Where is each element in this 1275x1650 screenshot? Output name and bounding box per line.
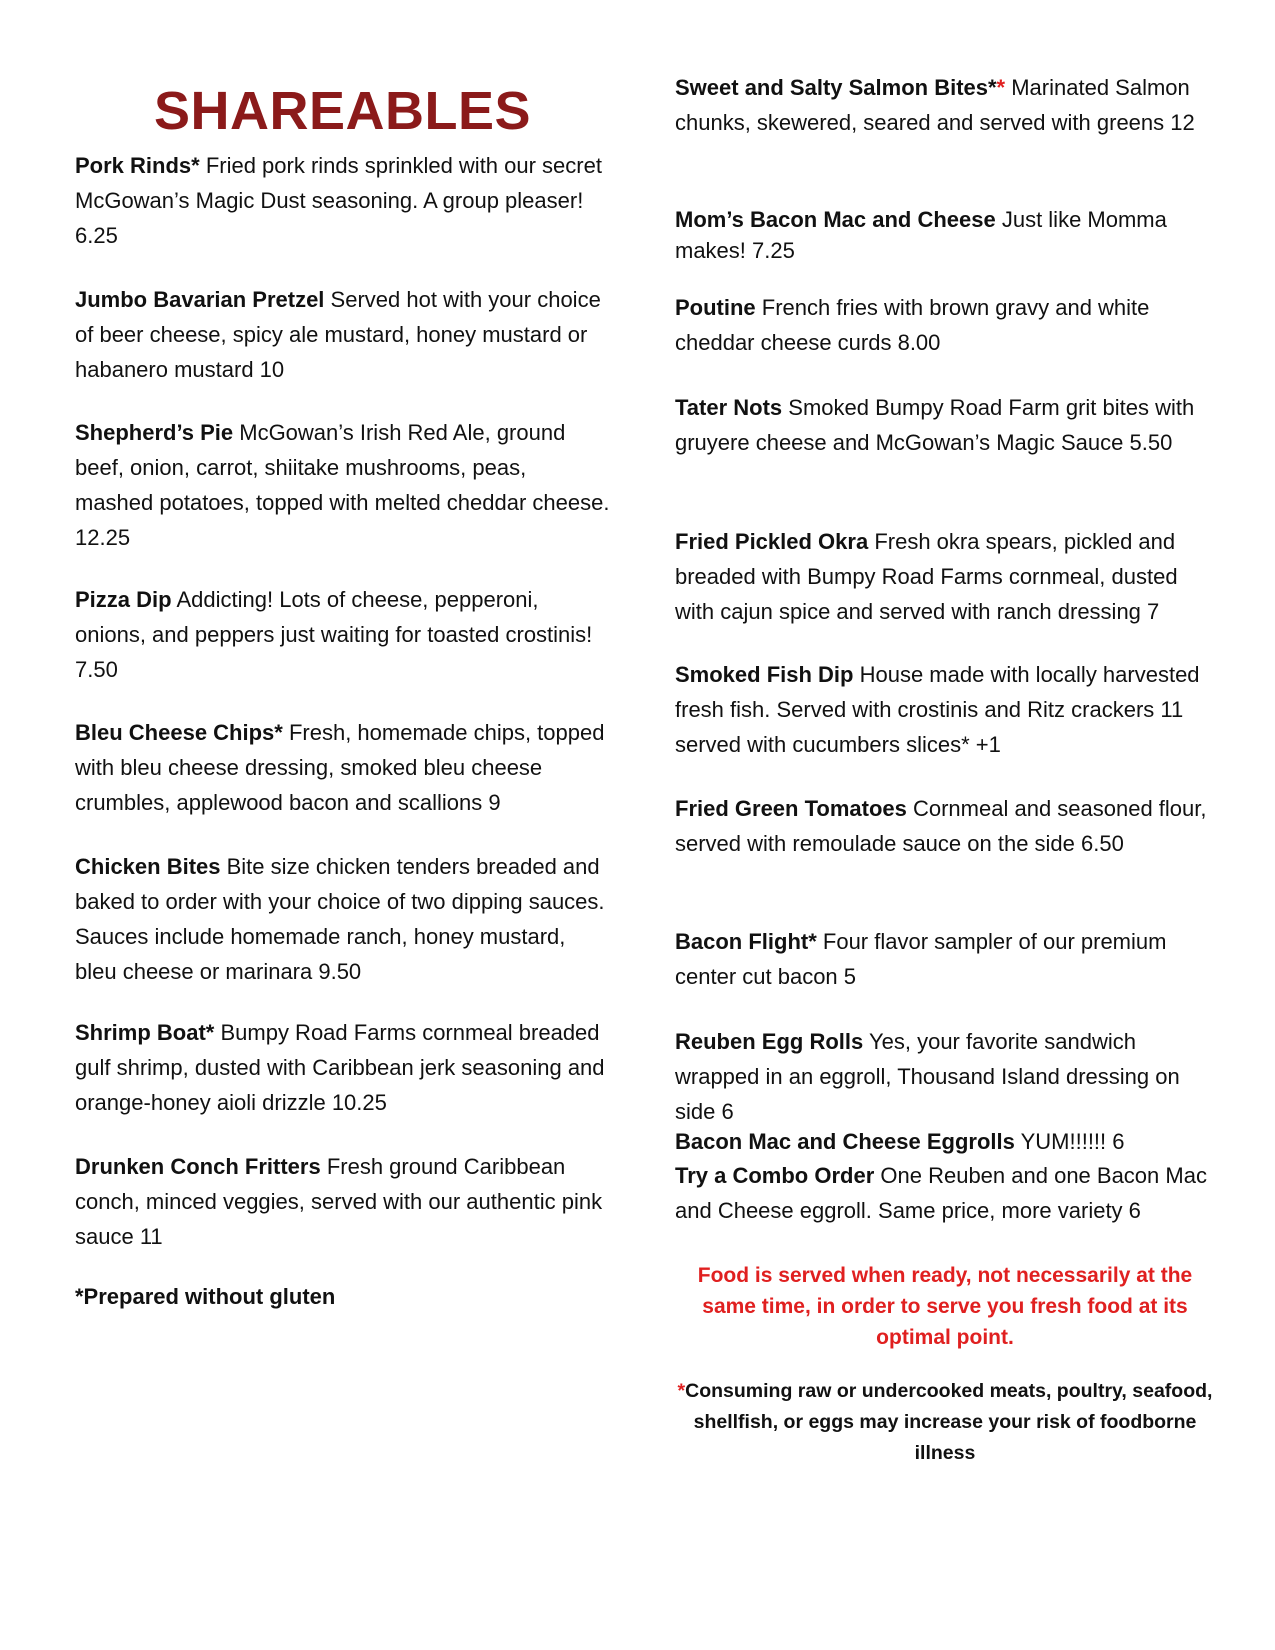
menu-item-bacon-mac: Mom’s Bacon Mac and Cheese Just like Momma makes! 7.25 — [675, 207, 1167, 263]
menu-item-bavarian-pretzel: Jumbo Bavarian Pretzel Served hot with your choice of beer cheese, spicy ale mustard, honey mustard or habanero mustard 10 — [75, 287, 601, 382]
gluten-free-note: *Prepared without gluten — [75, 1284, 336, 1309]
menu-item-pork-rinds: Pork Rinds* Fried pork rinds sprinkled with our secret McGowan’s Magic Dust seasoning. A group pleaser! 6.25 — [75, 153, 602, 248]
menu-item-poutine: Poutine French fries with brown gravy and white cheddar cheese curds 8.00 — [675, 295, 1150, 355]
menu-item-chicken-bites: Chicken Bites Bite size chicken tenders breaded and baked to order with your choice of two dipping sauces. Sauces include homemade ranch, honey mustard, bleu cheese or marinara 9.50 — [75, 854, 605, 984]
menu-item-tater-nots: Tater Nots Smoked Bumpy Road Farm grit bites with gruyere cheese and McGowan’s Magic Sauce 5.50 — [675, 395, 1195, 455]
menu-item-reuben-egg-rolls: Reuben Egg Rolls Yes, your favorite sandwich wrapped in an eggroll, Thousand Island dressing on side 6 — [675, 1029, 1180, 1124]
salmon-red-asterisk: * — [996, 75, 1006, 100]
page-title: SHAREABLES — [153, 81, 532, 141]
menu-item-pickled-okra: Fried Pickled Okra Fresh okra spears, pickled and breaded with Bumpy Road Farms cornmeal, dusted with cajun spice and served with ranch dressing 7 — [675, 529, 1178, 624]
menu-item-conch-fritters: Drunken Conch Fritters Fresh ground Caribbean conch, minced veggies, served with our authentic pink sauce 11 — [75, 1154, 603, 1249]
menu-item-fried-green-tomatoes: Fried Green Tomatoes Cornmeal and seasoned flour, served with remoulade sauce on the side 6.50 — [675, 796, 1207, 856]
menu-item-shepherds-pie: Shepherd’s Pie McGowan’s Irish Red Ale, ground beef, onion, carrot, shiitake mushrooms, peas, mashed potatoes, topped with melted cheddar cheese. 12.25 — [75, 420, 610, 550]
menu-item-bacon-flight: Bacon Flight* Four flavor sampler of our premium center cut bacon 5 — [675, 929, 1167, 989]
served-when-ready-note: Food is served when ready, not necessarily at the same time, in order to serve you fresh food at its optimal point. — [697, 1264, 1193, 1349]
menu-item-pizza-dip: Pizza Dip Addicting! Lots of cheese, pepperoni, onions, and peppers just waiting for toasted crostinis! 7.50 — [75, 587, 593, 682]
menu-item-salmon-bites: Sweet and Salty Salmon Bites** Marinated Salmon chunks, skewered, seared and served with greens 12 — [675, 75, 1195, 135]
raw-food-warning: *Consuming raw or undercooked meats, poultry, seafood, shellfish, or eggs may increase your risk of foodborne illness — [677, 1380, 1213, 1464]
warning-red-asterisk: * — [677, 1380, 686, 1402]
menu-item-smoked-fish-dip: Smoked Fish Dip House made with locally harvested fresh fish. Served with crostinis and Ritz crackers 11 served with cucumbers slices* +1 — [675, 662, 1208, 757]
menu-item-bleu-cheese-chips: Bleu Cheese Chips* Fresh, homemade chips, topped with bleu cheese dressing, smoked bleu cheese crumbles, applewood bacon and scallions 9 — [75, 720, 605, 815]
menu-item-shrimp-boat: Shrimp Boat* Bumpy Road Farms cornmeal breaded gulf shrimp, dusted with Caribbean jerk seasoning and orange-honey aioli drizzle 10.25 — [75, 1020, 605, 1115]
menu-item-combo-order: Try a Combo Order One Reuben and one Bacon Mac and Cheese eggroll. Same price, more variety 6 — [675, 1163, 1207, 1223]
menu-item-bacon-mac-eggrolls: Bacon Mac and Cheese Eggrolls YUM!!!!!! 6 — [675, 1129, 1125, 1154]
